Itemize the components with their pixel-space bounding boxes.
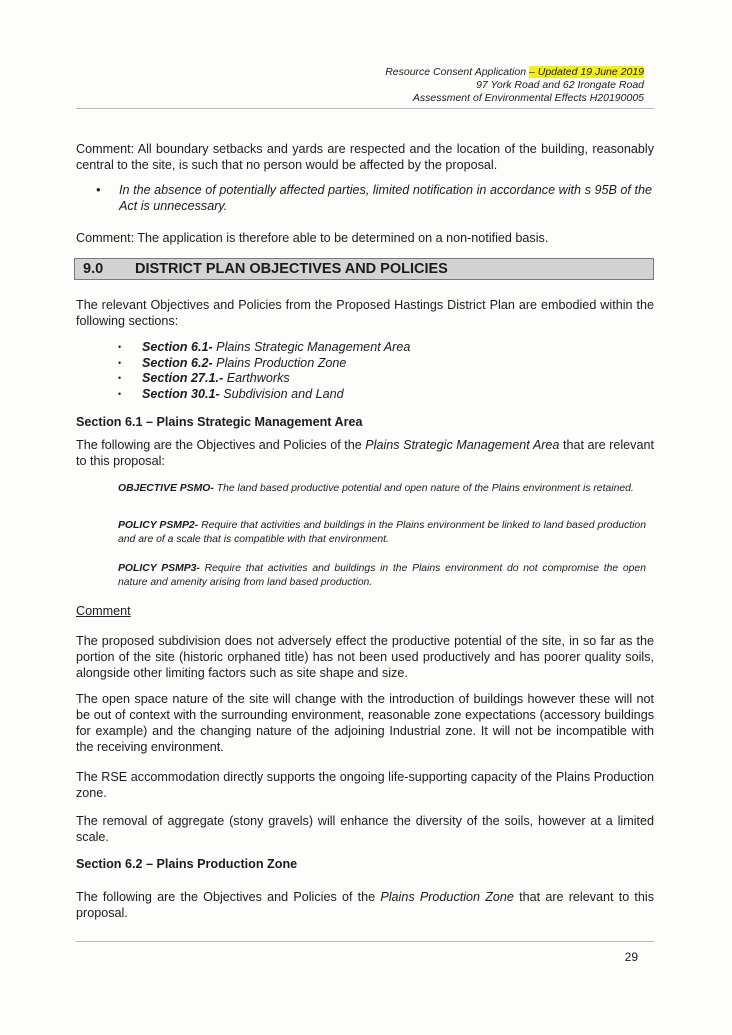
section-6-1-intro: The following are the Objectives and Policies of the Plains Strategic Management Area that are relevant to this proposal:: [76, 438, 654, 468]
comment-heading: Comment: [76, 604, 131, 618]
intro-paragraph: The relevant Objectives and Policies from the Proposed Hastings District Plan are embodied within the following sections:: [76, 298, 654, 328]
section-6-2-heading: Section 6.2 – Plains Production Zone: [76, 857, 298, 871]
section-6-2-intro: The following are the Objectives and Policies of the Plains Production Zone that are relevant to this proposal.: [76, 890, 654, 920]
list-item: • Section 27.1.- Earthworks: [118, 371, 410, 387]
page-header: [385, 66, 644, 105]
list-item: • Section 6.2- Plains Production Zone: [118, 356, 410, 372]
header-line-2: 97 York Road and 62 Irongate Road: [476, 79, 644, 91]
section-title: DISTRICT PLAN OBJECTIVES AND POLICIES: [135, 261, 448, 277]
updated-highlight: – Updated 19 June 2019: [528, 66, 644, 78]
section-number: 9.0: [83, 261, 104, 277]
section-6-1-heading: Section 6.1 – Plains Strategic Management Area: [76, 415, 363, 429]
comment-non-notified: Comment: The application is therefore able to be determined on a non-notified basis.: [76, 231, 549, 245]
policy-psmp3: POLICY PSMP3- Require that activities and buildings in the Plains environment do not compromise the open nature and amenity arising from land based production.: [118, 563, 646, 588]
list-item: • Section 6.1- Plains Strategic Management Area: [118, 340, 410, 356]
list-item: • Section 30.1- Subdivision and Land: [118, 387, 410, 403]
paragraph-rse: The RSE accommodation directly supports the ongoing life-supporting capacity of the Plains Production zone.: [76, 770, 654, 800]
sections-list: [118, 340, 410, 402]
header-line-3: Assessment of Environmental Effects H20190005: [412, 92, 644, 104]
bullet-notification: • In the absence of potentially affected parties, limited notification in accordance with s 95B of the Act is unnecessary.: [96, 183, 652, 213]
paragraph-open-space: The open space nature of the site will change with the introduction of buildings however these will not be out of context with the surrounding environment, reasonable zone expectations (accessory buildings for example) and the changing nature of the adjoining Industrial zone. It will not be incompatible with the receiving environment.: [76, 692, 654, 754]
footer-divider: [76, 941, 654, 942]
header-line-1: Resource Consent Application – Updated 19 June 2019: [385, 66, 644, 78]
bullet-icon: •: [96, 183, 101, 197]
comment-setbacks: Comment: All boundary setbacks and yards are respected and the location of the building, reasonably central to the site, is such that no person would be affected by the proposal.: [76, 142, 654, 172]
paragraph-aggregate: The removal of aggregate (stony gravels) will enhance the diversity of the soils, however at a limited scale.: [76, 814, 654, 844]
policy-psmp2: POLICY PSMP2- Require that activities and buildings in the Plains environment be linked to land based production and are of a scale that is compatible with that environment.: [118, 520, 646, 545]
page-number: 29: [624, 950, 638, 964]
paragraph-productive-potential: The proposed subdivision does not adversely effect the productive potential of the site, in so far as the portion of the site (historic orphaned title) has not been used productively and has poorer quality soils, alongside other limiting factors such as site shape and size.: [76, 634, 654, 680]
objective-psmo: OBJECTIVE PSMO- The land based productive potential and open nature of the Plains environment is retained.: [118, 483, 634, 494]
header-divider: [76, 108, 654, 109]
section-heading-bar: [74, 258, 654, 280]
